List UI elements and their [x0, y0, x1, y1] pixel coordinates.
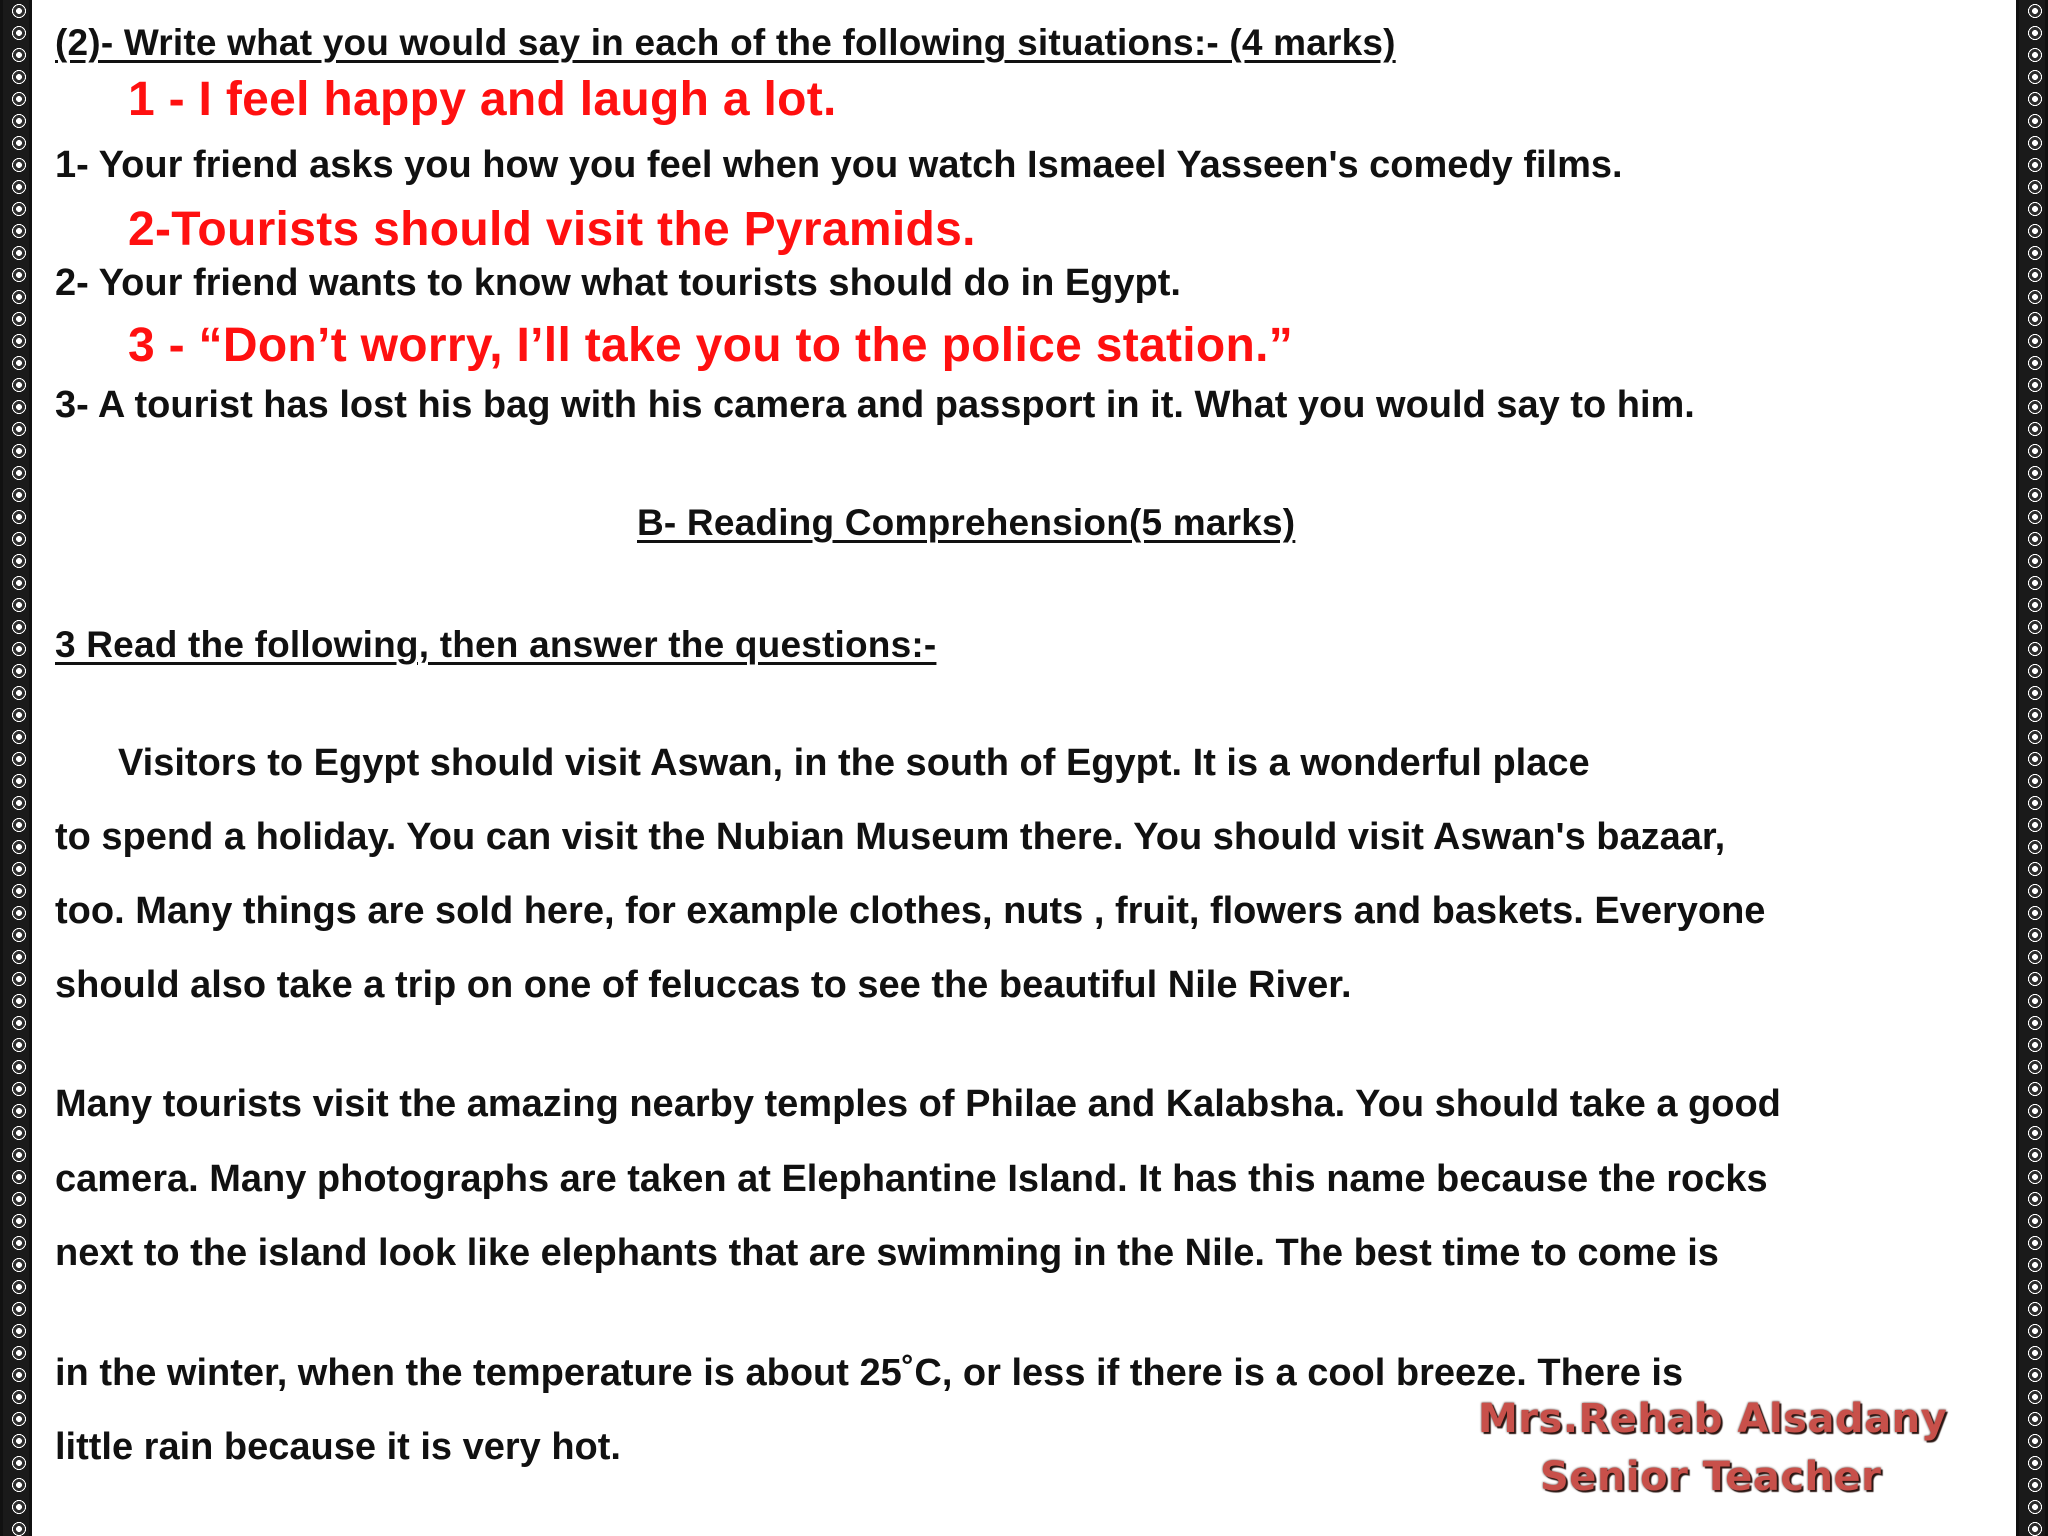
teacher-title: Senior Teacher: [1540, 1454, 1882, 1500]
paragraph-1-line-3: too. Many things are sold here, for example clothes, nuts , fruit, flowers and baskets. Everyone: [55, 890, 1766, 932]
paragraph-3-line-2: little rain because it is very hot.: [55, 1426, 621, 1468]
paragraph-2-line-2: camera. Many photographs are taken at Elephantine Island. It has this name because the rocks: [55, 1158, 1768, 1200]
section-a-heading: (2)- Write what you would say in each of the following situations:- (4 marks): [55, 22, 1396, 63]
answer-2: 2-Tourists should visit the Pyramids.: [128, 203, 976, 256]
question-2: 2- Your friend wants to know what tourists should do in Egypt.: [55, 262, 1181, 304]
reading-instruction: 3 Read the following, then answer the questions:-: [55, 624, 937, 665]
decorative-border-right: [2016, 0, 2048, 1536]
answer-3: 3 - “Don’t worry, I’ll take you to the police station.”: [128, 319, 1294, 372]
paragraph-1-line-1: Visitors to Egypt should visit Aswan, in the south of Egypt. It is a wonderful place: [118, 742, 1590, 784]
paragraph-2-line-1: Many tourists visit the amazing nearby temples of Philae and Kalabsha. You should take a good: [55, 1083, 1781, 1125]
question-1: 1- Your friend asks you how you feel when you watch Ismaeel Yasseen's comedy films.: [55, 144, 1623, 186]
paragraph-3-line-1: in the winter, when the temperature is about 25˚C, or less if there is a cool breeze. There is: [55, 1352, 1684, 1394]
paragraph-1-line-4: should also take a trip on one of feluccas to see the beautiful Nile River.: [55, 964, 1352, 1006]
paragraph-1-line-2: to spend a holiday. You can visit the Nubian Museum there. You should visit Aswan's bazaar,: [55, 816, 1726, 858]
question-3: 3- A tourist has lost his bag with his camera and passport in it. What you would say to him.: [55, 384, 1695, 426]
decorative-border-left: [0, 0, 32, 1536]
section-b-heading: B- Reading Comprehension(5 marks): [637, 502, 1296, 543]
teacher-name: Mrs.Rehab Alsadany: [1478, 1396, 1948, 1442]
paragraph-2-line-3: next to the island look like elephants that are swimming in the Nile. The best time to come is: [55, 1232, 1719, 1274]
answer-1: 1 - I feel happy and laugh a lot.: [128, 73, 837, 126]
